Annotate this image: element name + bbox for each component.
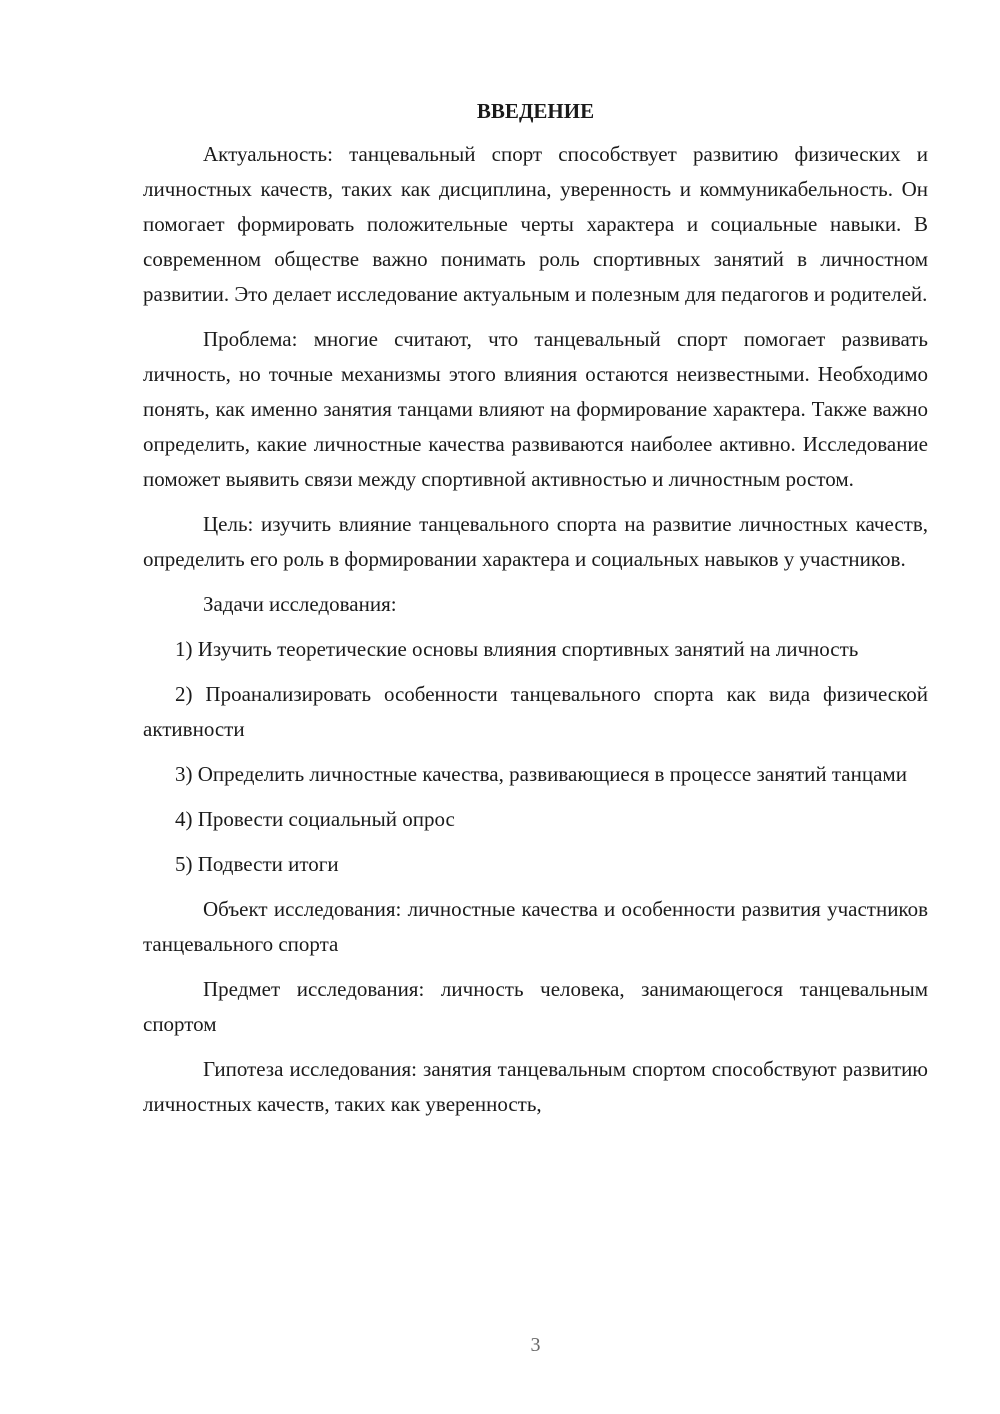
task-item-3: 3) Определить личностные качества, развивающиеся в процессе занятий танцами [175, 762, 907, 786]
paragraph-subject: Предмет исследования: личность человека, занимающегося танцевальным спортом [143, 977, 928, 1036]
document-page [143, 95, 928, 1122]
paragraph-goal: Цель: изучить влияние танцевального спорта на развитие личностных качеств, определить его роль в формировании характера и социальных навыков у участников. [143, 512, 928, 571]
task-item-4: 4) Провести социальный опрос [175, 807, 455, 831]
paragraph-relevance: Актуальность: танцевальный спорт способствует развитию физических и личностных качеств, таких как дисциплина, уверенность и коммуникабельность. Он помогает формировать положительные черты характера и социальные навыки. В современном обществе важно понимать роль спортивных занятий в личностном развитии. Это делает исследование актуальным и полезным для педагогов и родителей. [143, 142, 928, 306]
paragraph-object: Объект исследования: личностные качества и особенности развития участников танцевального спорта [143, 897, 928, 956]
paragraph-problem: Проблема: многие считают, что танцевальный спорт помогает развивать личность, но точные механизмы этого влияния остаются неизвестными. Необходимо понять, как именно занятия танцами влияют на формирование характера. Также важно определить, какие личностные качества развиваются наиболее активно. Исследование поможет выявить связи между спортивной активностью и личностным ростом. [143, 327, 928, 491]
paragraph-tasks-heading: Задачи исследования: [203, 592, 397, 616]
task-item-5: 5) Подвести итоги [175, 852, 339, 876]
paragraph-hypothesis: Гипотеза исследования: занятия танцевальным спортом способствуют развитию личностных качеств, таких как уверенность, [143, 1057, 928, 1116]
task-item-1: 1) Изучить теоретические основы влияния спортивных занятий на личность [175, 637, 859, 661]
task-item-2: 2) Проанализировать особенности танцевального спорта как вида физической активности [143, 682, 928, 741]
page-number: 3 [530, 1334, 541, 1356]
section-title: ВВЕДЕНИЕ [476, 99, 595, 123]
